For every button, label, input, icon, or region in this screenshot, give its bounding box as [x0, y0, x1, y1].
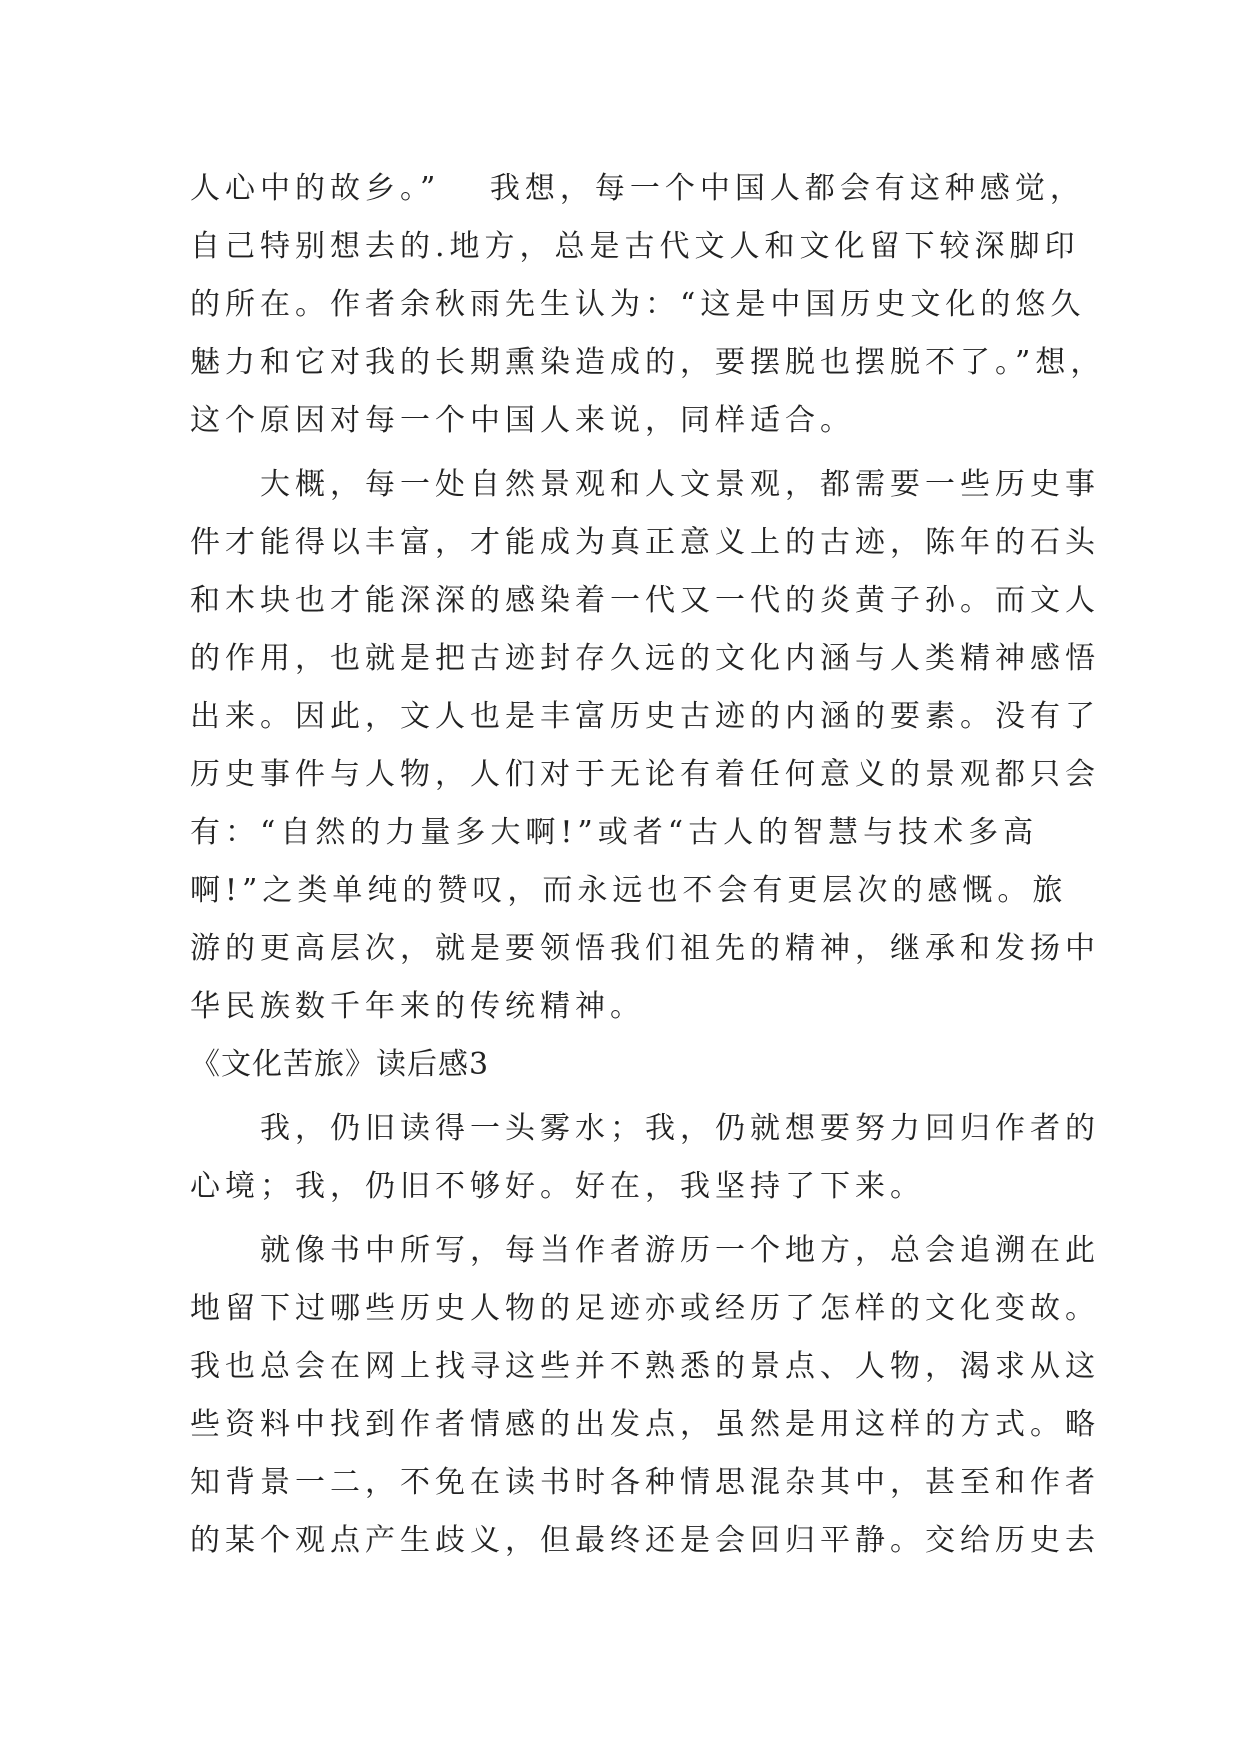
text-line: 的所在。作者余秋雨先生认为：“这是中国历史文化的悠久	[190, 287, 1086, 322]
text-line: 知背景一二，不免在读书时各种情思混杂其中，甚至和作者	[190, 1465, 1100, 1500]
text-line: 我也总会在网上找寻这些并不熟悉的景点、人物，渴求从这	[190, 1349, 1100, 1384]
document-body	[190, 160, 1106, 1570]
text-line: 大概，每一处自然景观和人文景观，都需要一些历史事	[260, 467, 1100, 502]
text-line: 游的更高层次，就是要领悟我们祖先的精神，继承和发扬中	[190, 931, 1100, 966]
text-line: 和木块也才能深深的感染着一代又一代的炎黄子孙。而文人	[190, 583, 1100, 618]
text-line: 历史事件与人物，人们对于无论有着任何意义的景观都只会	[190, 757, 1100, 792]
text-line: 些资料中找到作者情感的出发点，虽然是用这样的方式。略	[190, 1407, 1100, 1442]
text-line: 就像书中所写，每当作者游历一个地方，总会追溯在此	[260, 1233, 1100, 1268]
text-line: 啊!”之类单纯的赞叹，而永远也不会有更层次的感慨。旅	[190, 873, 1068, 908]
text-line: 地留下过哪些历史人物的足迹亦或经历了怎样的文化变故。	[190, 1291, 1100, 1326]
text-line: 有：“自然的力量多大啊!”或者“古人的智慧与技术多高	[190, 815, 1039, 850]
text-line: 人心中的故乡。” 我想，每一个中国人都会有这种感觉，	[190, 171, 1085, 206]
paragraph-3	[190, 1100, 1100, 1216]
text-line: 我，仍旧读得一头雾水；我，仍就想要努力回归作者的	[260, 1111, 1100, 1146]
section-heading	[190, 1036, 1070, 1094]
paragraph-2	[190, 456, 1100, 1036]
paragraph-4	[190, 1222, 1100, 1570]
text-line: 出来。因此，文人也是丰富历史古迹的内涵的要素。没有了	[190, 699, 1100, 734]
text-line: 件才能得以丰富，才能成为真正意义上的古迹，陈年的石头	[190, 525, 1100, 560]
text-line: 华民族数千年来的传统精神。	[190, 989, 645, 1024]
text-line: 心境；我，仍旧不够好。好在，我坚持了下来。	[190, 1169, 925, 1204]
text-line: 自己特别想去的.地方，总是古代文人和文化留下较深脚印	[190, 229, 1080, 264]
text-line: 魅力和它对我的长期熏染造成的，要摆脱也摆脱不了。”想，	[190, 345, 1106, 380]
paragraph-1	[190, 160, 1106, 450]
text-line: 的某个观点产生歧义，但最终还是会回归平静。交给历史去	[190, 1523, 1100, 1558]
heading-text: 《文化苦旅》读后感3	[190, 1047, 490, 1082]
text-line: 这个原因对每一个中国人来说，同样适合。	[190, 403, 855, 438]
text-line: 的作用，也就是把古迹封存久远的文化内涵与人类精神感悟	[190, 641, 1100, 676]
